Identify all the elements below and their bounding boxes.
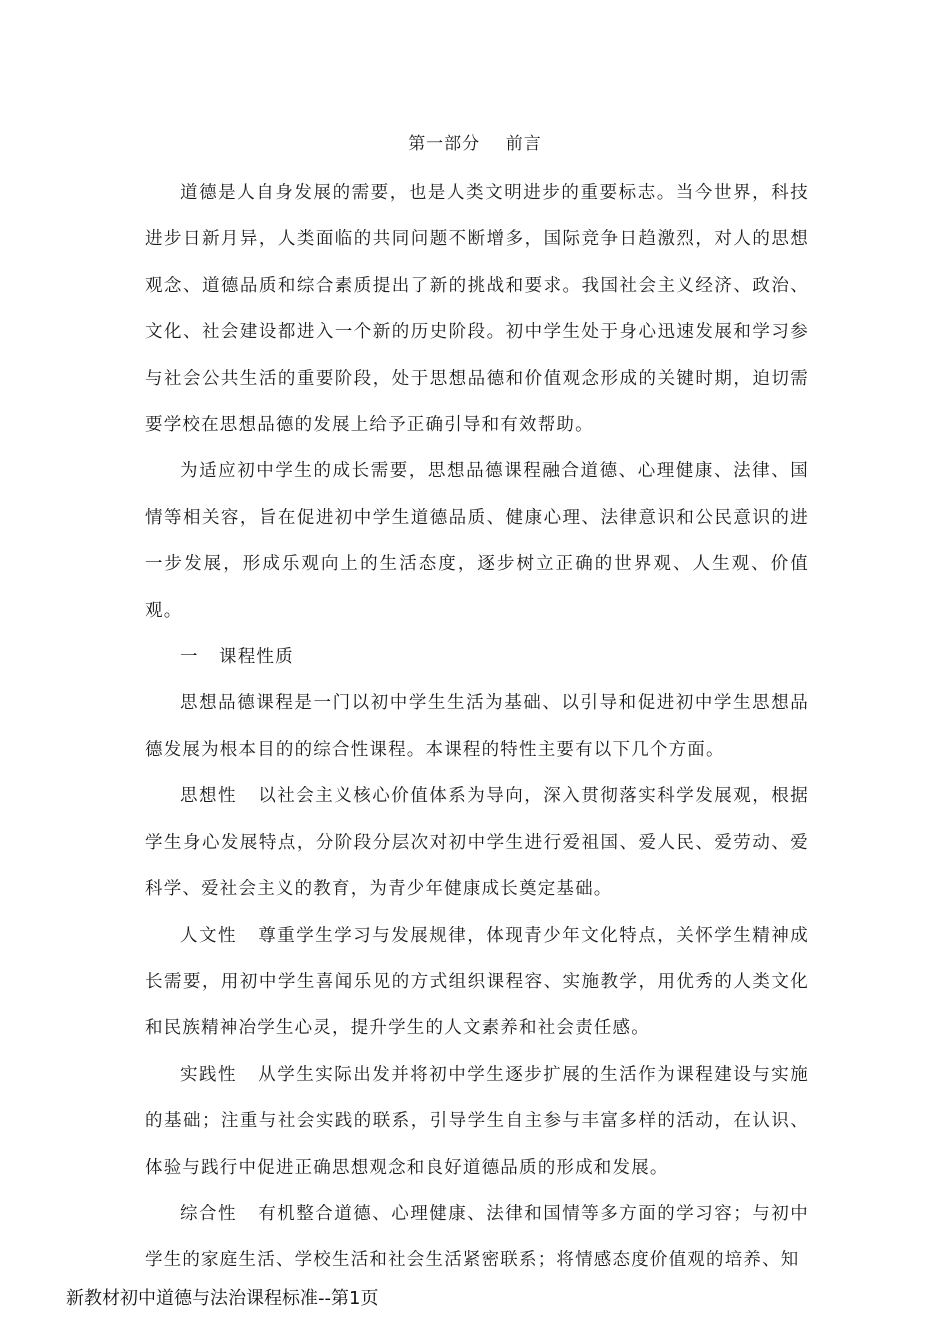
page-footer: 新教材初中道德与法治课程标准--第1页	[66, 1288, 379, 1309]
document-body	[145, 170, 809, 1284]
paragraph-ideological: 思想性 以社会主义核心价值体系为导向，深入贯彻落实科学发展观，根据学生身心发展特点，分阶段分层次对初中学生进行爱祖国、爱人民、爱劳动、爱科学、爱社会主义的教育，为青少年健康成长奠定基础。	[145, 786, 809, 900]
paragraph-practical: 实践性 从学生实际出发并将初中学生逐步扩展的生活作为课程建设与实施的基础；注重与社会实践的联系，引导学生自主参与丰富多样的活动，在认识、体验与践行中促进正确思想观念和良好道德品质的形成和发展。	[145, 1064, 809, 1178]
paragraph-course-definition: 思想品德课程是一门以初中学生生活为基础、以引导和促进初中学生思想品德发展为根本目的的综合性课程。本课程的特性主要有以下几个方面。	[145, 693, 809, 760]
section-title: 第一部分 前言	[408, 134, 542, 154]
paragraph-comprehensive: 综合性 有机整合道德、心理健康、法律和国情等多方面的学习容；与初中学生的家庭生活、学校生活和社会生活紧密联系；将情感态度价值观的培养、知	[145, 1203, 809, 1271]
paragraph-humanistic: 人文性 尊重学生学习与发展规律，体现青少年文化特点，关怀学生精神成长需要，用初中学生喜闻乐见的方式组织课程容、实施教学，用优秀的人类文化和民族精神冶学生心灵，提升学生的人文素养和社会责任感。	[145, 925, 809, 1039]
heading-course-nature: 一 课程性质	[180, 647, 294, 668]
paragraph-intro-morality: 道德是人自身发展的需要，也是人类文明进步的重要标志。当今世界，科技进步日新月异，人类面临的共同问题不断增多，国际竞争日趋激烈，对人的思想观念、道德品质和综合素质提出了新的挑战和要求。我国社会主义经济、政治、文化、社会建设都进入一个新的历史阶段。初中学生处于身心迅速发展和学习参与社会公共生活的重要阶段，处于思想品德和价值观念形成的关键时期，迫切需要学校在思想品德的发展上给予正确引导和有效帮助。	[145, 183, 809, 436]
paragraph-curriculum-purpose: 为适应初中学生的成长需要，思想品德课程融合道德、心理健康、法律、国情等相关容，旨在促进初中学生道德品质、健康心理、法律意识和公民意识的进一步发展，形成乐观向上的生活态度，逐步树立正确的世界观、人生观、价值观。	[145, 461, 809, 621]
